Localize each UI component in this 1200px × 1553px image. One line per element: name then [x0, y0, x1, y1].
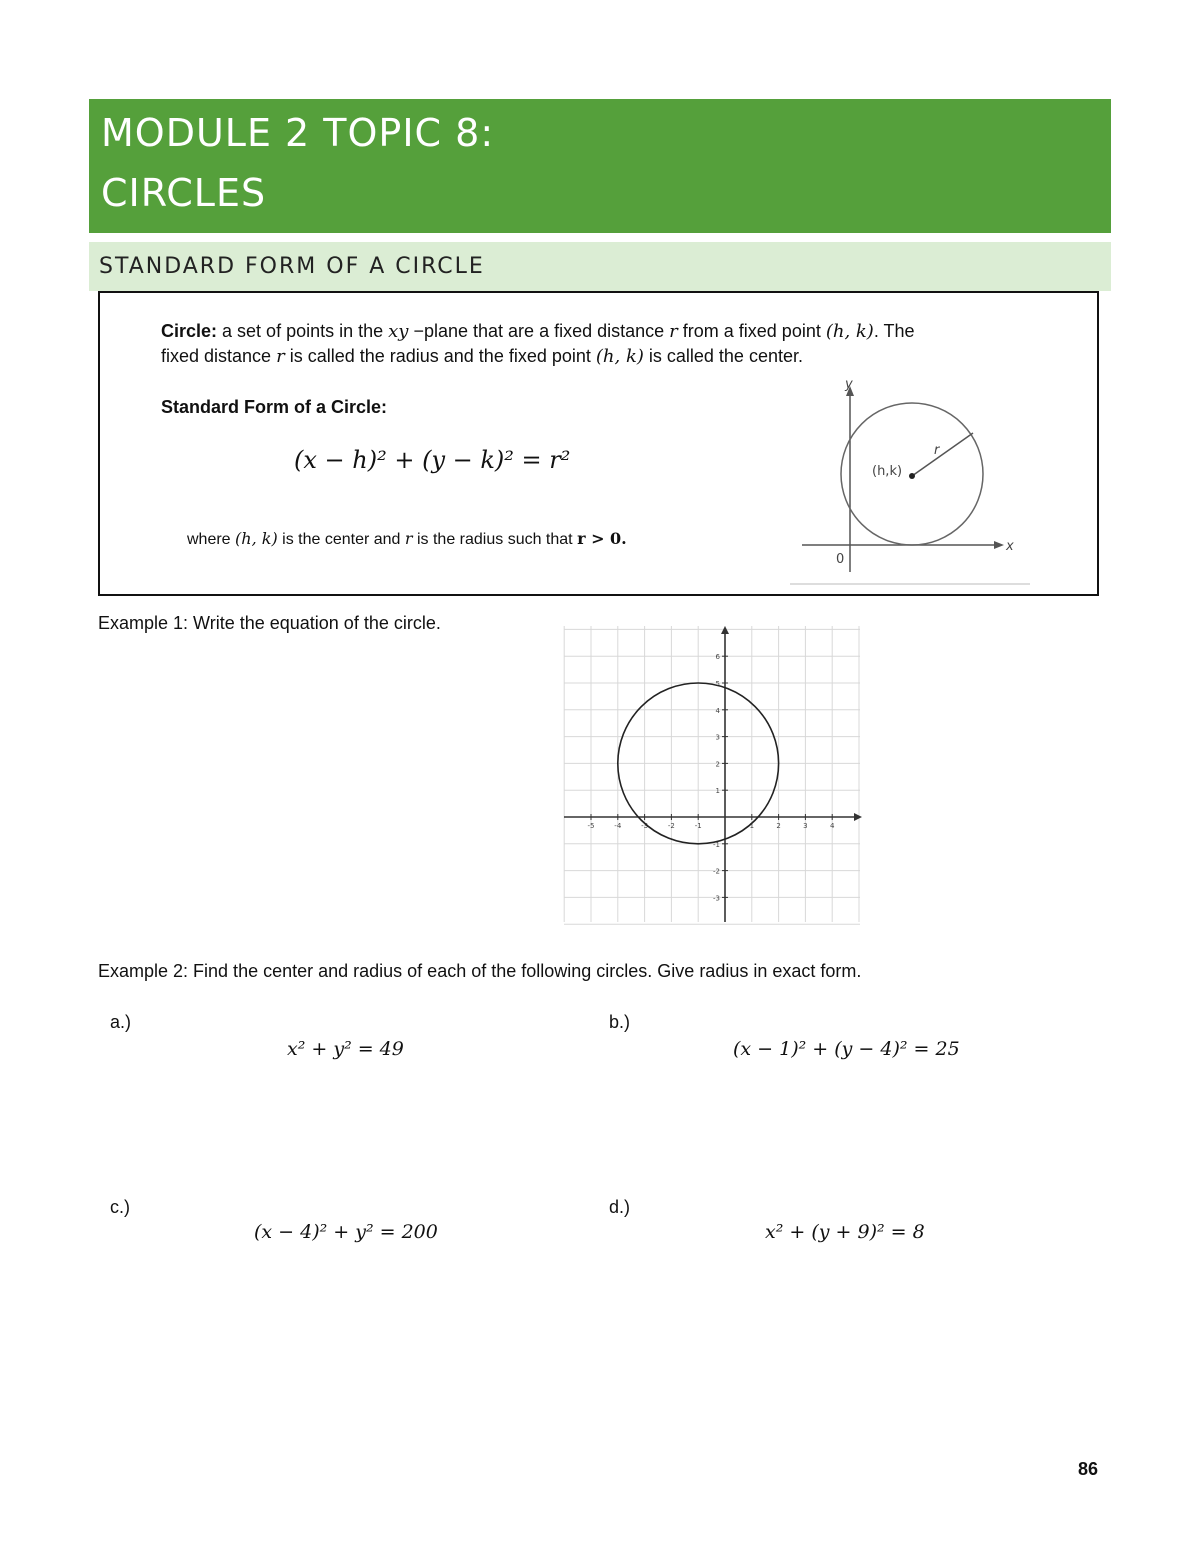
definition-text: fixed distance: [161, 346, 277, 366]
problem-b-label: b.): [609, 1012, 631, 1032]
problem-a-equation: x² + y² = 49: [287, 1038, 404, 1060]
definition-text: . The: [873, 321, 915, 341]
x-tick-label: -1: [694, 822, 702, 830]
definition-line-1: [161, 321, 915, 342]
section-header: [89, 242, 1111, 291]
definition-text: a set of points in the: [217, 321, 389, 341]
problem-d-equation: x² + (y + 9)² = 8: [765, 1221, 925, 1243]
problem-b-equation: (x − 1)² + (y − 4)² = 25: [733, 1038, 960, 1060]
where-text: is the radius such that: [412, 531, 578, 548]
definition-term: Circle:: [161, 321, 218, 341]
definition-text: is called the radius and the fixed point: [284, 346, 596, 366]
page-number: 86: [1078, 1459, 1099, 1479]
problem-d-label: d.): [609, 1197, 631, 1217]
y-tick-label: 2: [715, 760, 720, 769]
standard-form-label: Standard Form of a Circle:: [161, 397, 388, 417]
circle-diagram: [786, 372, 1036, 587]
definition-text: is called the center.: [643, 346, 803, 366]
x-axis-arrow-icon: [854, 813, 862, 821]
y-tick-label: -3: [713, 894, 720, 903]
y-tick-label: 1: [715, 787, 720, 796]
problem-c-equation: (x − 4)² + y² = 200: [254, 1221, 438, 1243]
title-banner: [89, 99, 1111, 233]
example-2-prompt: Example 2: Find the center and radius of each of the following circles. Give radius in exact form.: [98, 961, 862, 981]
var-r: r: [404, 529, 413, 548]
var-hk: (h, k): [825, 321, 874, 342]
definition-text: −plane that are a fixed distance: [408, 321, 670, 341]
x-tick-label: 1: [749, 822, 755, 830]
example-1-graph: [556, 622, 866, 927]
var-hk: (h, k): [595, 346, 644, 367]
var-hk: (h, k): [235, 529, 278, 548]
y-tick-label: 5: [715, 680, 720, 688]
x-tick-label: 4: [829, 822, 835, 830]
center-label: (h,k): [872, 464, 903, 479]
radius-condition: r > 0.: [577, 529, 627, 548]
topic-title: CIRCLES: [101, 171, 267, 215]
definition-text: from a fixed point: [677, 321, 826, 341]
radius-label: r: [934, 443, 940, 458]
y-tick-label: -1: [713, 840, 720, 849]
module-title: MODULE 2 TOPIC 8:: [101, 111, 495, 155]
example-1-prompt: Example 1: Write the equation of the circle.: [98, 613, 441, 633]
where-line: [187, 529, 627, 549]
y-tick-label: 6: [715, 653, 720, 662]
problem-a-label: a.): [110, 1012, 132, 1032]
x-axis-label: x: [1006, 539, 1014, 554]
standard-form-formula: (x − h)² + (y − k)² = r²: [294, 446, 571, 474]
x-tick-label: -4: [614, 822, 622, 830]
x-tick-label: -3: [641, 822, 649, 830]
x-tick-label: 3: [803, 822, 808, 830]
var-r: r: [276, 346, 285, 367]
var-r: r: [669, 321, 678, 342]
y-tick-label: 3: [715, 733, 720, 742]
x-axis-arrow-icon: [994, 541, 1004, 549]
section-title: STANDARD FORM OF A CIRCLE: [99, 254, 485, 279]
x-tick-label: -5: [587, 822, 595, 830]
origin-label: 0: [836, 552, 845, 567]
y-tick-label: 4: [715, 706, 720, 715]
y-axis-label: y: [845, 377, 853, 392]
center-point: [909, 473, 915, 479]
where-text: where: [187, 531, 236, 548]
problem-c-label: c.): [110, 1197, 130, 1217]
where-text: is the center and: [277, 531, 405, 548]
var-xy: xy: [388, 321, 409, 342]
definition-line-2: [161, 346, 803, 367]
y-axis-arrow-icon: [721, 626, 729, 634]
x-tick-label: 2: [776, 822, 781, 830]
y-tick-label: -2: [713, 867, 720, 876]
x-tick-label: -2: [667, 822, 675, 830]
radius-line: [912, 433, 973, 476]
